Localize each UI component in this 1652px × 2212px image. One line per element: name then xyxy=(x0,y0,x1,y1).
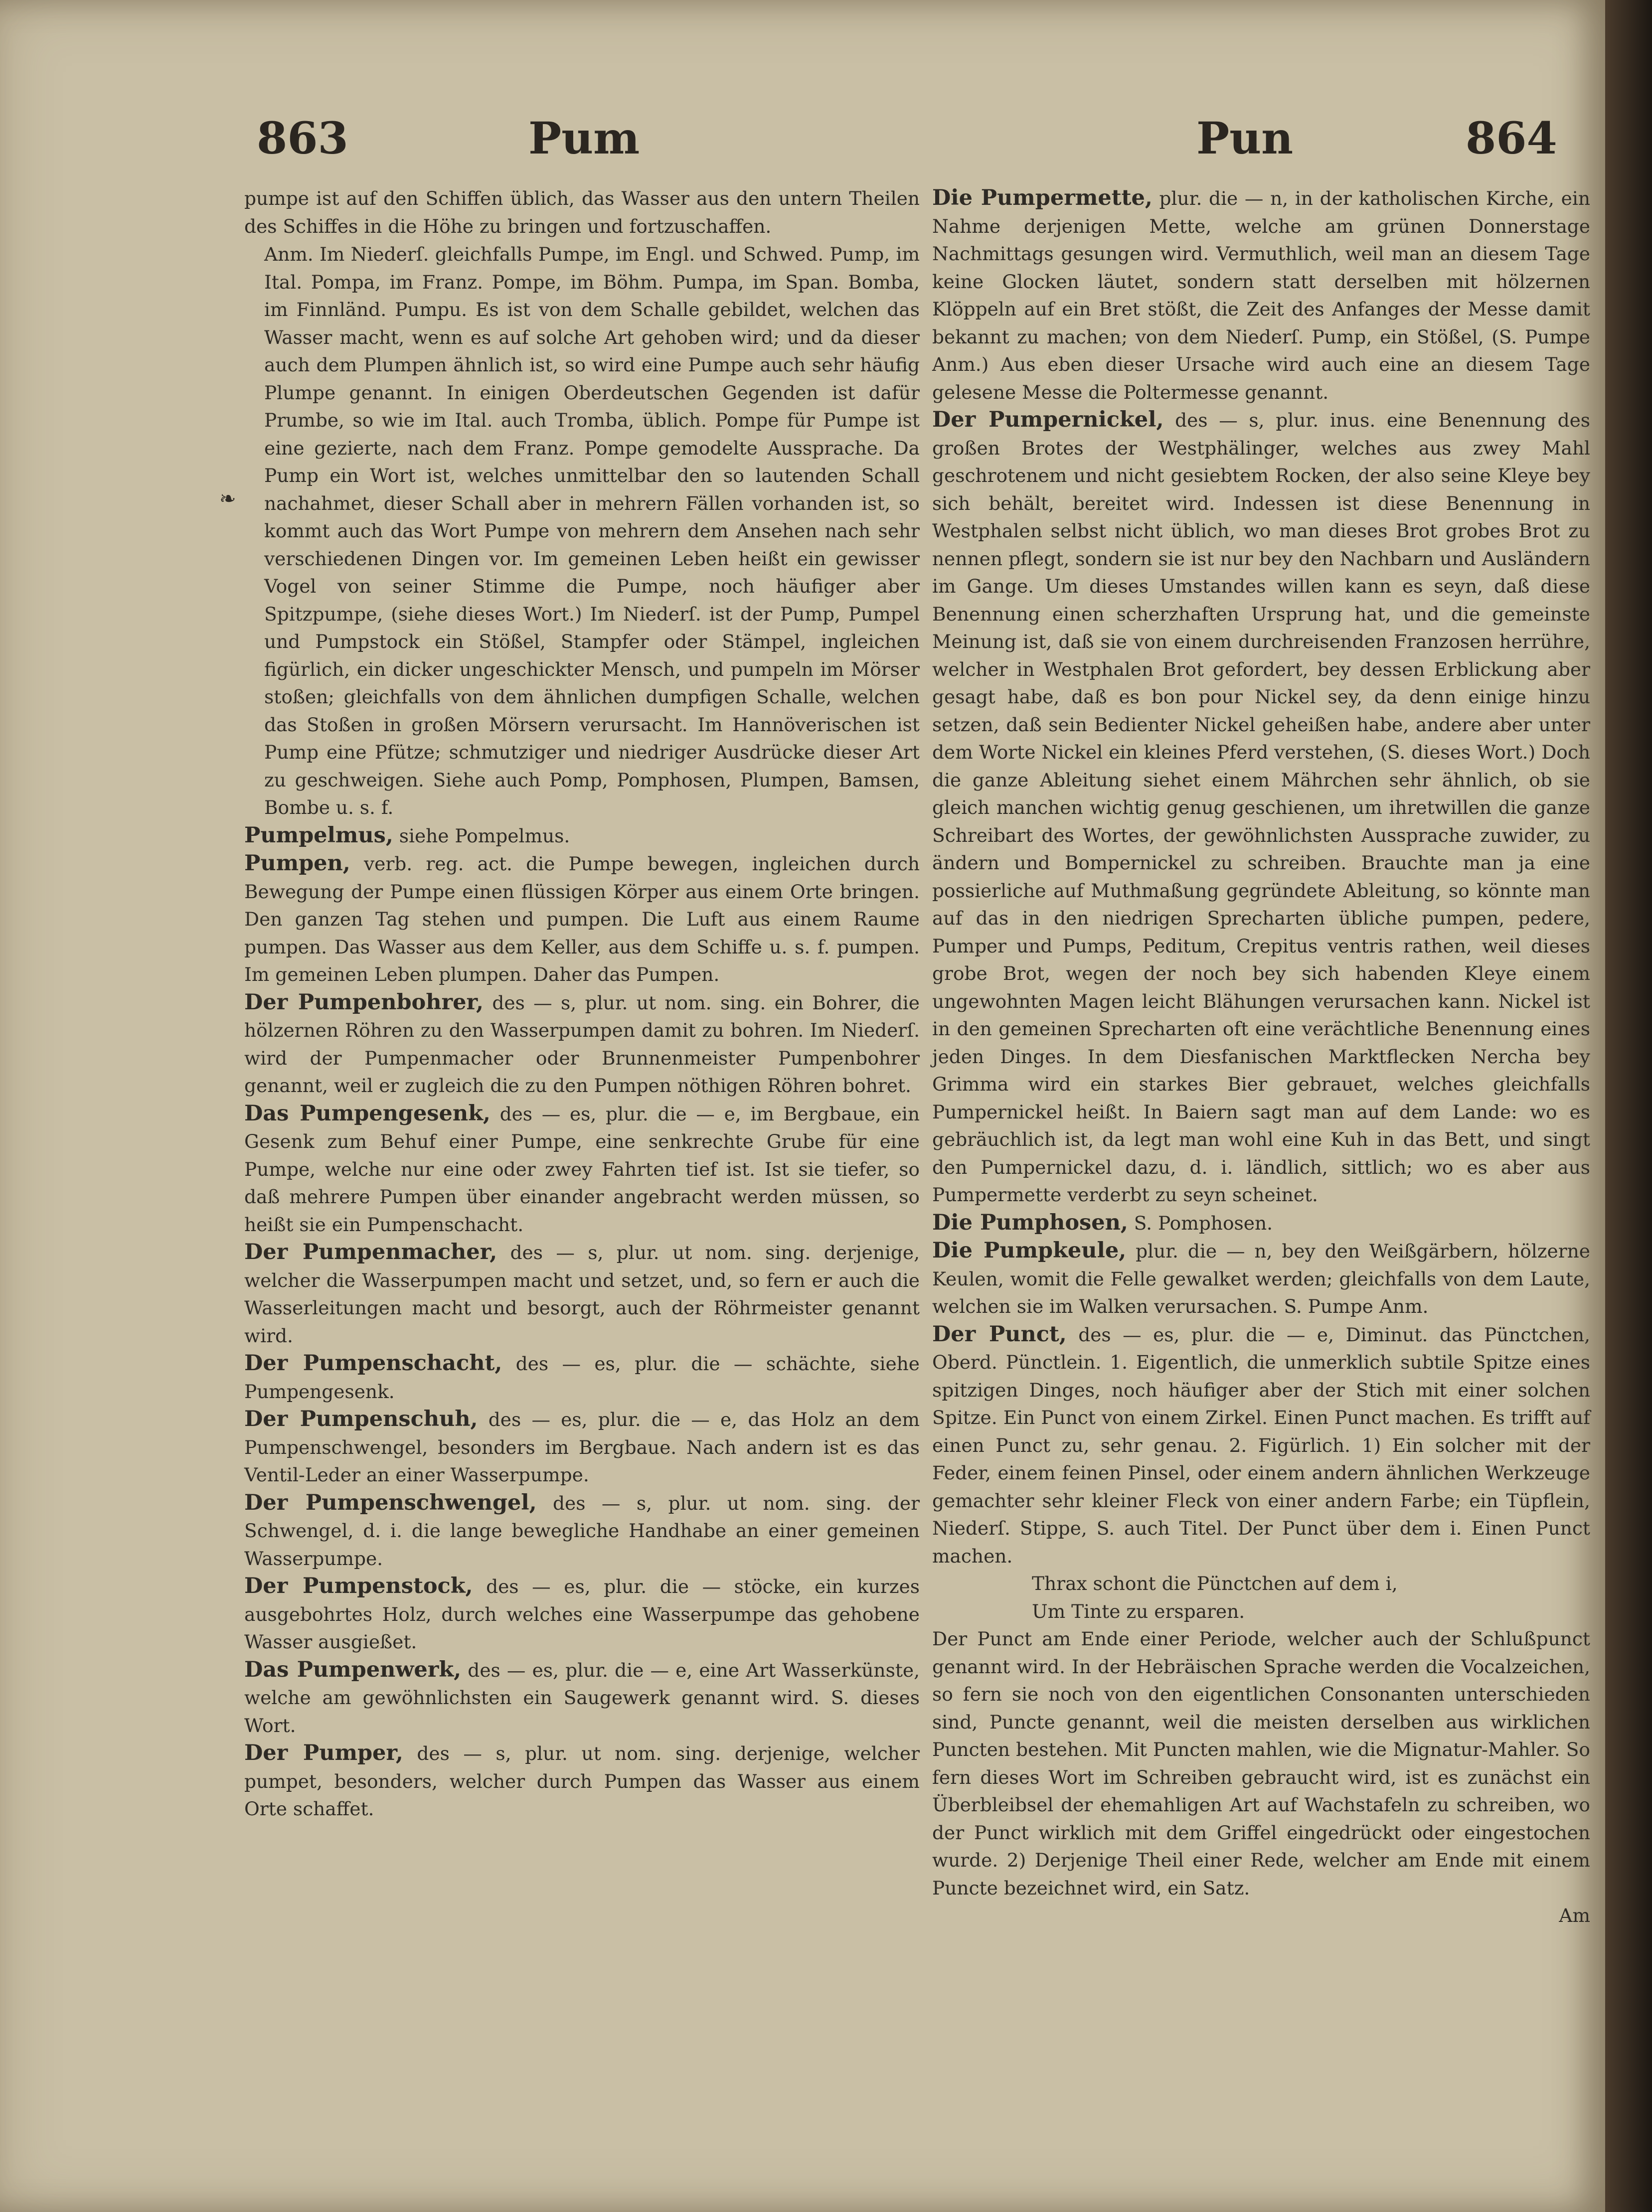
entry-headword: Der Pumpenmacher, xyxy=(244,1240,497,1264)
page-edge xyxy=(1605,0,1652,2212)
entry-text: des — s, plur. ut nom. sing. derjenige, welcher pumpet, besonders, welcher durch Pumpen das Wasser aus einem Orte schaffet. xyxy=(244,1742,920,1820)
dictionary-entry xyxy=(244,1350,920,1406)
entry-text: des — es, plur. die — e, das Holz an dem Pumpenschwengel, besonders im Bergbaue. Nach andern ist es das Ventil-Leder an einer Wasserpumpe. xyxy=(244,1409,920,1486)
entry-text: des — s, plur. ut nom. sing. ein Bohrer, die hölzernen Röhren zu den Wasserpumpen damit zu bohren. Im Niederſ. wird der Pumpenmacher oder Brunnenmeister Pumpenbohrer genannt, weil er zugleich die zu den Pumpen nöthigen Röhren bohret. xyxy=(244,991,920,1097)
dictionary-entry xyxy=(244,1239,920,1350)
entry-headword: Der Pumper, xyxy=(244,1740,403,1765)
dictionary-entry xyxy=(244,1656,920,1740)
entry-headword: Das Pumpengesenk, xyxy=(244,1101,491,1126)
entry-text: plur. die — n, in der katholischen Kirche, ein Nahme derjenigen Mette, welche am grünen Donnerstage Nachmittags gesungen wird. Vermuthlich, weil man an diesem Tage keine Glocken läutet, sondern statt derselben mit hölzernen Klöppeln auf ein Bret stößt, die Zeit des Anfanges der Messe damit bekannt zu machen; von dem Niederſ. Pump, ein Stößel, (S. Pumpe Anm.) Aus eben dieser Ursache wird auch eine an diesem Tage gelesene Messe die Poltermesse genannt. xyxy=(932,187,1590,403)
entry-text: Anm. Im Niederſ. gleichfalls Pumpe, im Engl. und Schwed. Pump, im Ital. Pompa, im Franz. Pompe, im Böhm. Pumpa, im Span. Bomba, im Finnländ. Pumpu. Es ist von dem Schalle gebildet, welchen das Wasser macht, wenn es auf solche Art gehoben wird; und da dieser auch dem Plumpen ähnlich ist, so wird eine Pumpe auch sehr häufig Plumpe genannt. In einigen Oberdeutschen Gegenden ist dafür Prumbe, so wie im Ital. auch Tromba, üblich. Pompe für Pumpe ist eine gezierte, nach dem Franz. Pompe gemodelte Aussprache. Da Pump ein Wort ist, welches unmittelbar den so lautenden Schall nachahmet, dieser Schall aber in mehrern Fällen vorhanden ist, so kommt auch das Wort Pumpe von mehrern dem Ansehen nach sehr verschiedenen Dingen vor. Im gemeinen Leben heißt ein gewisser Vogel von seiner Stimme die Pumpe, noch häufiger aber Spitzpumpe, (siehe dieses Wort.) Im Niederſ. ist der Pump, Pumpel und Pumpstock ein Stößel, Stampfer oder Stämpel, ingleichen figürlich, ein dicker ungeschickter Mensch, und pumpeln im Mörser stoßen; gleichfalls von dem ähnlichen dumpfigen Schalle, welchen das Stoßen in großen Mörsern verursacht. Im Hannöverischen ist Pump eine Pfütze; schmutziger und niedriger Ausdrücke dieser Art zu geschweigen. Siehe auch Pomp, Pomphosen, Plumpen, Bamsen, Bombe u. s. f. xyxy=(264,243,920,818)
entry-text: des — es, plur. die — e, im Bergbaue, ein Gesenk zum Behuf einer Pumpe, eine senkrechte Grube für eine Pumpe, welche nur eine oder zwey Fahrten tief ist. Ist sie tiefer, so daß mehrere Pumpen über einander angebracht werden müssen, so heißt sie ein Pumpenschacht. xyxy=(244,1103,920,1236)
dictionary-entry xyxy=(932,1209,1590,1238)
entry-headword: Pumpelmus, xyxy=(244,822,393,848)
dictionary-entry xyxy=(932,1237,1590,1321)
entry-headword: Das Pumpenwerk, xyxy=(244,1657,462,1682)
entry-headword: Der Pumpenschwengel, xyxy=(244,1490,537,1515)
entry-headword: Die Pumphosen, xyxy=(932,1210,1128,1235)
dictionary-entry xyxy=(244,989,920,1100)
entry-text: plur. die — n, bey den Weißgärbern, hölzerne Keulen, womit die Felle gewalket werden; gleichfalls von dem Laute, welchen sie im Walken verursachen. S. Pumpe Anm. xyxy=(932,1240,1590,1317)
entry-continuation: Der Punct am Ende einer Periode, welcher auch der Schlußpunct genannt wird. In der Hebräischen Sprache werden die Vocalzeichen, so fern sie noch von den eigentlichen Consonanten unterschieden sind, Puncte genannt, weil die meisten derselben aus wirklichen Puncten bestehen. Mit Puncten mahlen, wie die Mignatur-Mahler. So fern dieses Wort im Schreiben gebraucht wird, ist es zunächst ein Überbleibsel der ehemahligen Art auf Wachstafeln zu schreiben, wo der Punct wirklich mit dem Griffel eingedrückt oder eingestochen wurde. 2) Derjenige Theil einer Rede, welcher am Ende mit einem Puncte bezeichnet wird, ein Satz. xyxy=(932,1628,1590,1899)
entry-headword: Der Pumpenstock, xyxy=(244,1574,473,1598)
dictionary-entry xyxy=(244,184,920,240)
page-number-right: 864 xyxy=(1466,112,1557,164)
entry-text: des — es, plur. die — stöcke, ein kurzes ausgebohrtes Holz, durch welches eine Wasserpumpe das gehobene Wasser ausgießet. xyxy=(244,1576,920,1653)
verse-line: Thrax schont die Pünctchen auf dem i, xyxy=(1032,1573,1398,1594)
dictionary-entry xyxy=(932,406,1590,1209)
entry-text: S. Pomphosen. xyxy=(1128,1212,1273,1234)
dictionary-entry xyxy=(244,850,920,989)
entry-headword: Die Pumpkeule, xyxy=(932,1238,1127,1263)
verse-line: Um Tinte zu ersparen. xyxy=(1032,1600,1245,1622)
entry-headword: Der Pumpenschuh, xyxy=(244,1407,478,1431)
dictionary-entry xyxy=(932,1321,1590,1571)
entry-text: des — es, plur. die — schächte, siehe Pumpengesenk. xyxy=(244,1353,920,1403)
entry-text: siehe Pompelmus. xyxy=(393,824,570,847)
entry-text: pumpe ist auf den Schiffen üblich, das Wasser aus den untern Theilen des Schiffes in die Höhe zu bringen und fortzuschaffen. xyxy=(244,187,920,237)
entry-text: des — s, plur. ut nom. sing. derjenige, welcher die Wasserpumpen macht und setzet, und, so fern er auch die Wasserleitungen macht und besorgt, auch der Röhrmeister genannt wird. xyxy=(244,1242,920,1347)
margin-mark: ❧ xyxy=(219,487,236,510)
entry-text: des — es, plur. die — e, Diminut. das Pünctchen, Oberd. Pünctlein. 1. Eigentlich, die unmerklich subtile Spitze eines spitzigen Dinges, noch häufiger aber der Stich mit einer solchen Spitze. Ein Punct von einem Zirkel. Einen Punct machen. Es trifft auf einen Punct zu, sehr genau. 2. Figürlich. 1) Ein solcher mit der Feder, einem feinen Pinsel, oder einem andern ähnlichen Werkzeuge gemachter sehr kleiner Fleck von einer andern Farbe; ein Tüpflein, Niederſ. Stippe, S. auch Titel. Der Punct über dem i. Einen Punct machen. xyxy=(932,1323,1591,1567)
entry-headword: Der Punct, xyxy=(932,1321,1067,1347)
right-column xyxy=(932,184,1590,1930)
page-number-left: 863 xyxy=(257,112,348,164)
dictionary-entry xyxy=(244,1100,920,1239)
dictionary-entry xyxy=(244,1406,920,1489)
entry-headword: Der Pumpenbohrer, xyxy=(244,989,484,1015)
entry-text: verb. reg. act. die Pumpe bewegen, ingleichen durch Bewegung der Pumpe einen flüssigen Körper aus einem Orte bringen. Den ganzen Tag stehen und pumpen. Die Luft aus einem Raume pumpen. Das Wasser aus dem Keller, aus dem Schiffe u. s. f. pumpen. Im gemeinen Leben plumpen. Daher das Pumpen. xyxy=(244,853,920,985)
running-head-right: Pun xyxy=(1196,112,1294,164)
entry-headword: Der Pumpenschacht, xyxy=(244,1351,502,1376)
dictionary-entry xyxy=(244,1489,920,1573)
dictionary-entry xyxy=(244,822,920,850)
entry-text: des — es, plur. die — e, eine Art Wasserkünste, welche am gewöhnlichsten ein Saugewerk genannt wird. S. dieses Wort. xyxy=(244,1659,920,1737)
entry-text: des — s, plur. ut nom. sing. der Schwengel, d. i. die lange bewegliche Handhabe an einer gemeinen Wasserpumpe. xyxy=(244,1492,920,1570)
entry-headword: Pumpen, xyxy=(244,851,350,876)
entry-headword: Der Pumpernickel, xyxy=(932,407,1164,432)
entry-text: des — s, plur. inus. eine Benennung des großen Brotes der Westphälinger, welches aus zwey Mahl geschrotenem und nicht gesiebtem Rocken, der also seine Kleye bey sich behält, bereitet wird. Indessen ist diese Benennung in Westphalen selbst nicht üblich, wo man dieses Brot grobes Brot zu nennen pflegt, sondern sie ist nur bey den Nachbarn und Ausländern im Gange. Um dieses Umstandes willen kann es seyn, daß diese Benennung einen scherzhaften Ursprung hat, und die gemeinste Meinung ist, daß sie von einem durchreisenden Franzosen herrühre, welcher in Westphalen Brot gefordert, bey dessen Erblickung aber gesagt habe, daß es bon pour Nickel sey, da denn einige hinzu setzen, daß sein Bedienter Nickel geheißen habe, andere aber unter dem Worte Nickel ein kleines Pferd verstehen, (S. dieses Wort.) Doch die ganze Ableitung siehet einem Mährchen sehr ähnlich, ob sie gleich manchen wichtig genug geschienen, um ihretwillen die ganze Schreibart des Wortes, der gewöhnlichsten Aussprache zuwider, zu ändern und Bompernickel zu schreiben. Brauchte man ja eine possierliche auf Muthmaßung gegründete Ableitung, so könnte man auf das in den niedrigen Sprecharten übliche pumpen, pedere, Pumper und Pumps, Peditum, Crepitus ventris rathen, weil dieses grobe Brot, wegen der noch bey sich habenden Kleye einem ungewohnten Magen leicht Blähungen verursachen kann. Nickel ist in den gemeinen Sprecharten oft eine verächtliche Benennung eines jeden Dinges. In dem Diesfanischen Marktflecken Nercha bey Grimma wird ein starkes Bier gebrauet, welches gleichfalls Pumpernickel heißt. In Baiern sagt man auf dem Lande: wo es gebräuchlich ist, da legt man wohl eine Kuh in das Bett, und singt den Pumpernickel dazu, d. i. ländlich, sittlich; wo es aber aus Pumpermette verderbt zu seyn scheinet. xyxy=(932,409,1591,1206)
dictionary-entry xyxy=(244,1573,920,1656)
dictionary-entry xyxy=(932,184,1590,406)
catchword: Am xyxy=(1559,1904,1590,1926)
dictionary-entry xyxy=(244,240,920,822)
left-column xyxy=(244,184,920,1823)
dictionary-entry xyxy=(244,1739,920,1823)
running-head-left: Pum xyxy=(528,112,640,164)
entry-headword: Die Pumpermette, xyxy=(932,185,1153,210)
